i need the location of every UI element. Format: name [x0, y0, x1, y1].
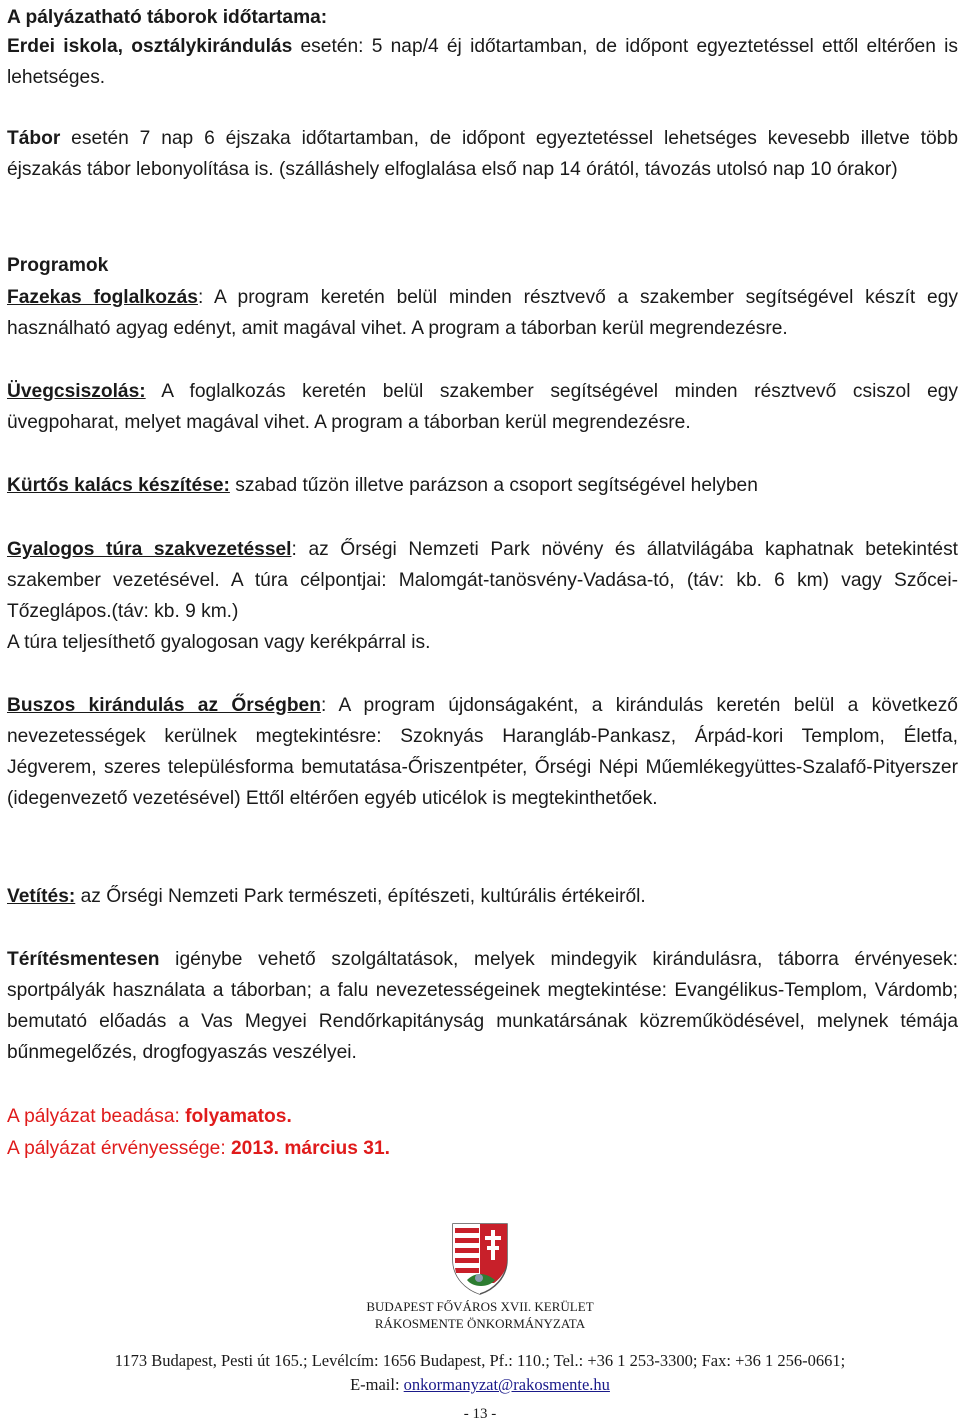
office-name — [0, 1298, 960, 1332]
page-number: - 13 - — [463, 1406, 497, 1422]
program-guided-hike-note: A túra teljesíthető gyalogosan vagy kerékpárral is. — [7, 632, 431, 653]
coat-of-arms-icon — [449, 1220, 511, 1296]
program-pottery: Fazekas foglalkozás: A program keretén belül minden résztvevő a szakember segítségével készít egy használható agyag edényt, amit magával vihet. A program a táborban kerül megrendezésre. — [7, 287, 958, 339]
duration-heading: A pályázatható táborok időtartama: — [7, 7, 328, 28]
email-line: E-mail: onkormanyzat@rakosmente.hu — [350, 1375, 610, 1394]
contact-block — [0, 1349, 960, 1397]
submission-deadline: A pályázat beadása: folyamatos. — [7, 1106, 292, 1127]
program-screening: Vetítés: az Őrségi Nemzeti Park természeti, építészeti, kultúrális értékeiről. — [7, 886, 646, 907]
validity-deadline: A pályázat érvényessége: 2013. március 31. — [7, 1138, 390, 1159]
postal-address: 1173 Budapest, Pesti út 165.; Levélcím: 1656 Budapest, Pf.: 110.; Tel.: +36 1 253-3300; Fax: +36 1 256-0661; — [114, 1351, 846, 1370]
program-glass-grinding: Üvegcsiszolás: A foglalkozás keretén belül szakember segítségével minden résztvevő csiszol egy üvegpoharat, melyet magával vihet. A program a táborban kerül megrendezésre. — [7, 381, 958, 433]
program-bus-trip: Buszos kirándulás az Őrségben: A program újdonságaként, a kirándulás keretén belül a következő nevezetességek kerülnek megtekintésre: Szoknyás Harangláb-Pankasz, Árpád-kori Templom, Életfa, Jégverem, szeres településforma bemutatása-Őriszentpéter, Őrségi Népi Műemlékegyüttes-Szalafő-Pityerszer (idegenvezető vezetésével) Ettől eltérően egyéb uticélok is megtekinthetőek. — [7, 695, 958, 809]
free-services-paragraph: Térítésmentesen igénybe vehető szolgáltatások, melyek mindegyik kirándulásra, táborra érvényesek: sportpályák használata a táborban; a falu nevezetességeinek megtekintése: Evangélikus-Templom, Várdomb; bemutató előadás a Vas Megyei Rendőrkapitányság munkatársának közreműködésével, melynek témája bűnmegelőzés, drogfogyaszás veszélyei. — [7, 949, 958, 1063]
program-guided-hike: Gyalogos túra szakvezetéssel: az Őrségi Nemzeti Park növény és állatvilágába kaphatnak betekintést szakember vezetésével. A túra célpontjai: Malomgát-tanösvény-Vadása-tó, (táv: kb. 6 km) vagy Szőcei-Tőzeglápos.(táv: kb. 9 km.) — [7, 539, 958, 622]
email-link[interactable]: onkormanyzat@rakosmente.hu — [403, 1375, 610, 1394]
program-kurtos-kalacs: Kürtős kalács készítése: szabad tűzön illetve parázson a csoport segítségével helyben — [7, 475, 758, 496]
programs-heading: Programok — [7, 255, 109, 276]
school-trip-paragraph: Erdei iskola, osztálykirándulás esetén: 5 nap/4 éj időtartamban, de időpont egyeztetéssel ettől eltérően is lehetséges. — [7, 36, 958, 88]
office-name-line1: BUDAPEST FŐVÁROS XVII. KERÜLET — [366, 1299, 594, 1314]
camp-paragraph: Tábor esetén 7 nap 6 éjszaka időtartamban, de időpont egyeztetéssel lehetséges kevesebb illetve több éjszakás tábor lebonyolítása is. (szálláshely elfoglalása első nap 14 órától, távozás utolsó nap 10 órakor) — [7, 128, 958, 180]
office-name-line2: RÁKOSMENTE ÖNKORMÁNYZATA — [374, 1316, 586, 1331]
